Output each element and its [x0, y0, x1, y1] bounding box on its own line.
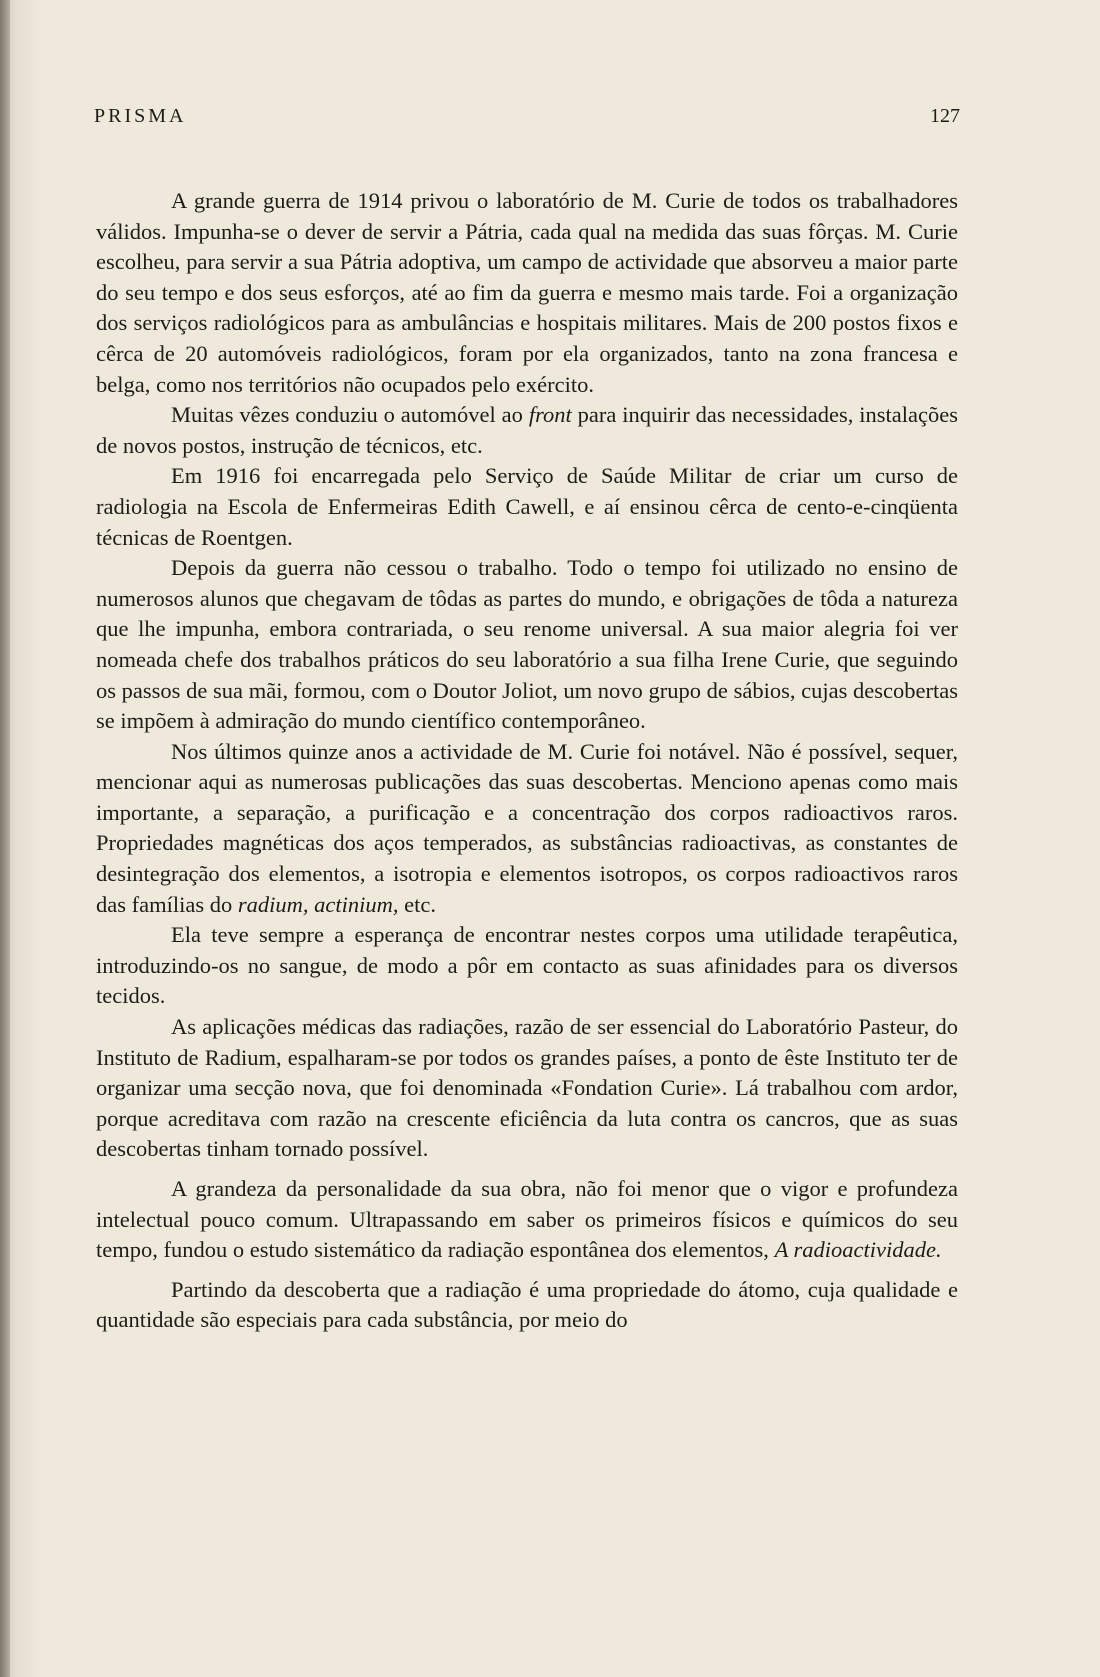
body-text: [96, 186, 958, 1336]
paragraph: [96, 1174, 958, 1266]
italic-text: A radioactividade.: [774, 1237, 942, 1263]
paragraph-text: A grandeza da personalidade da sua obra, não foi menor que o vigor e profundeza intelectual pouco comum. Ultrapassando em saber os primeiros físicos e químicos do seu tempo, fundou o estudo sistemático da radiação espontânea dos elementos,: [96, 1176, 958, 1263]
italic-text: radium, actinium,: [237, 891, 399, 917]
paragraph-text: A grande guerra de 1914 privou o laboratório de M. Curie de todos os trabalhadores válidos. Impunha-se o dever de servir a Pátria, cada qual na medida das suas fôrças. M. Curie escolheu, para servir a sua Pátria adoptiva, um campo de actividade que absorveu a maior parte do seu tempo e dos seus esforços, até ao fim da guerra e mesmo mais tarde. Foi a organização dos serviços radiológicos para as ambulâncias e hospitais militares. Mais de 200 postos fixos e cêrca de 20 automóveis radiológicos, foram por ela organizados, tanto na zona francesa e belga, como nos territórios não ocupados pelo exército.: [96, 188, 958, 397]
paragraph-text: Ela teve sempre a esperança de encontrar nestes corpos uma utilidade terapêutica, introduzindo-os no sangue, de modo a pôr em contacto as suas afinidades para os diversos tecidos.: [96, 922, 958, 1009]
paragraph-text: Depois da guerra não cessou o trabalho. Todo o tempo foi utilizado no ensino de numerosos alunos que chegavam de tôdas as partes do mundo, e obrigações de tôda a natureza que lhe impunha, embora contrariada, o seu renome universal. A sua maior alegria foi ver nomeada chefe dos trabalhos práticos do seu laboratório a sua filha Irene Curie, que seguindo os passos de sua mãi, formou, com o Doutor Joliot, um novo grupo de sábios, cujas descobertas se impõem à admiração do mundo científico contemporâneo.: [96, 555, 958, 734]
paragraph: [96, 400, 958, 461]
paragraph: [96, 1012, 958, 1165]
paragraph: [96, 186, 958, 400]
italic-text: front: [528, 402, 572, 428]
paragraph: [96, 737, 958, 921]
running-title: PRISMA: [94, 105, 187, 127]
page-number: 127: [930, 105, 960, 127]
paragraph-text: As aplicações médicas das radiações, razão de ser essencial do Laboratório Pasteur, do Instituto de Radium, espalharam-se por todos os grandes países, a ponto de êste Instituto ter de organizar uma secção nova, que foi denominada «Fondation Curie». Lá trabalhou com ardor, porque acreditava com razão na crescente eficiência da luta contra os cancros, que as suas descobertas tinham tornado possível.: [96, 1014, 958, 1162]
paragraph: [96, 1275, 958, 1336]
paragraph: [96, 920, 958, 1012]
paragraph-text: Nos últimos quinze anos a actividade de M. Curie foi notável. Não é possível, sequer, mencionar aqui as numerosas publicações das suas descobertas. Menciono apenas como mais importante, a separação, a purificação e a concentração dos corpos radioactivos raros. Propriedades magnéticas dos aços temperados, as substâncias radioactivas, as constantes de desintegração dos elementos, a isotropia e elementos isotropos, os corpos radioactivos raros das famílias do: [96, 738, 958, 917]
paragraph-text: para inquirir das necessidades, instalações de novos postos, instrução de técnicos, etc.: [96, 402, 958, 458]
paragraph: [96, 553, 958, 737]
paragraph-text: Partindo da descoberta que a radiação é uma propriedade do átomo, cuja qualidade e quantidade são especiais para cada substância, por meio do: [96, 1276, 958, 1333]
page-binding-edge: [0, 0, 10, 1677]
paragraph-text: Muitas vêzes conduziu o automóvel ao: [171, 402, 529, 428]
paragraph-text: Em 1916 foi encarregada pelo Serviço de Saúde Militar de criar um curso de radiologia na Escola de Enfermeiras Edith Cawell, e aí ensinou cêrca de cento-e-cinqüenta técnicas de Roentgen.: [96, 463, 958, 550]
paragraph: [96, 461, 958, 553]
paragraph-text: etc.: [398, 891, 436, 917]
page-header: [94, 105, 960, 128]
